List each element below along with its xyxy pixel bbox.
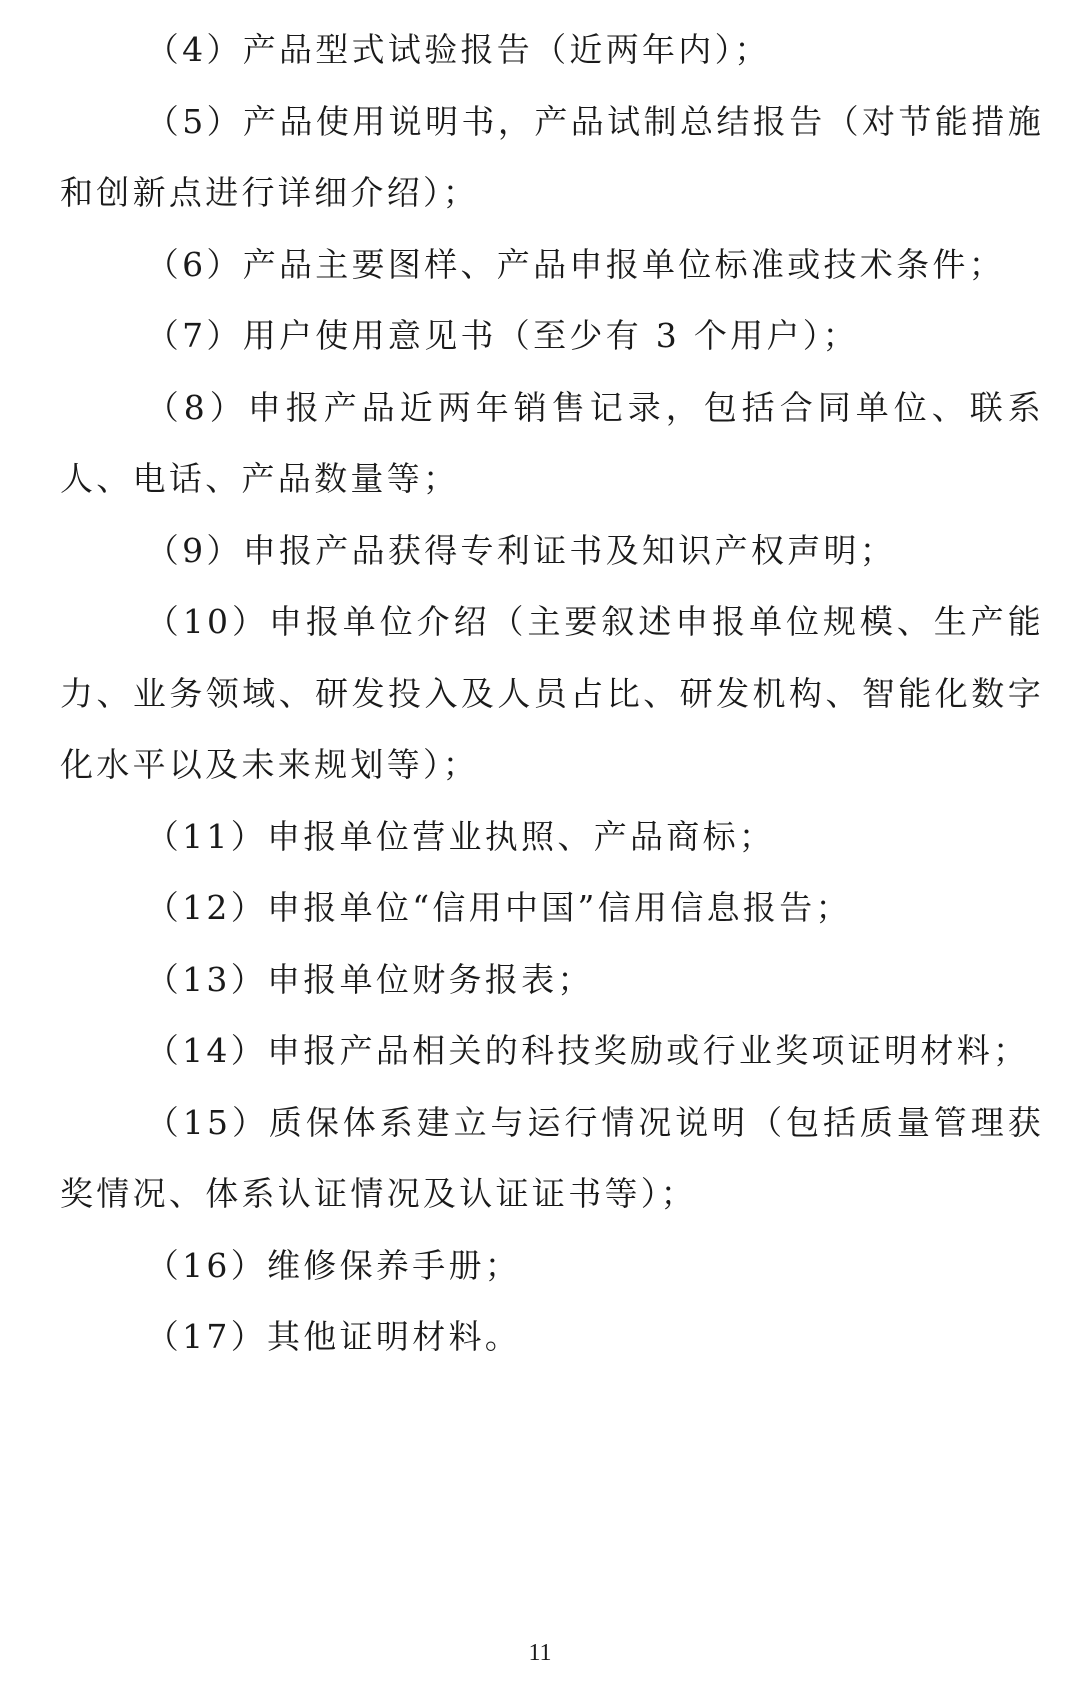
page-number: 11	[528, 1640, 552, 1666]
item-4-type-test-report: （4）产品型式试验报告（近两年内）；	[145, 30, 771, 69]
item-13-financial-statements: （13）申报单位财务报表；	[145, 959, 594, 999]
item-5-user-manual: （5）产品使用说明书，产品试制总结报告（对节能措施和创新点进行详细介绍）；	[60, 101, 1044, 212]
item-9-patents: （9）申报产品获得专利证书及知识产权声明；	[145, 530, 897, 570]
item-8-sales-records: （8）申报产品近两年销售记录，包括合同单位、联系人、电话、产品数量等；	[60, 387, 1044, 498]
item-11-business-license: （11）申报单位营业执照、产品商标；	[145, 816, 776, 856]
item-15-quality-system: （15）质保体系建立与运行情况说明（包括质量管理获奖情况、体系认证情况及认证证书等）；	[60, 1102, 1044, 1213]
item-14-awards: （14）申报产品相关的科技奖励或行业奖项证明材料；	[145, 1031, 1030, 1070]
item-16-maintenance-manual: （16）维修保养手册；	[145, 1245, 522, 1285]
item-7-user-feedback: （7）用户使用意见书（至少有 3 个用户）；	[145, 316, 859, 355]
document-body	[60, 14, 1044, 1373]
item-6-drawings-standards: （6）产品主要图样、产品申报单位标准或技术条件；	[145, 244, 1005, 284]
item-10-company-intro: （10）申报单位介绍（主要叙述申报单位规模、生产能力、业务领域、研发投入及人员占比、研发机构、智能化数字化水平以及未来规划等）；	[60, 602, 1044, 784]
item-17-other-materials: （17）其他证明材料。	[145, 1317, 522, 1356]
item-12-credit-report: （12）申报单位“信用中国”信用信息报告；	[145, 888, 852, 927]
